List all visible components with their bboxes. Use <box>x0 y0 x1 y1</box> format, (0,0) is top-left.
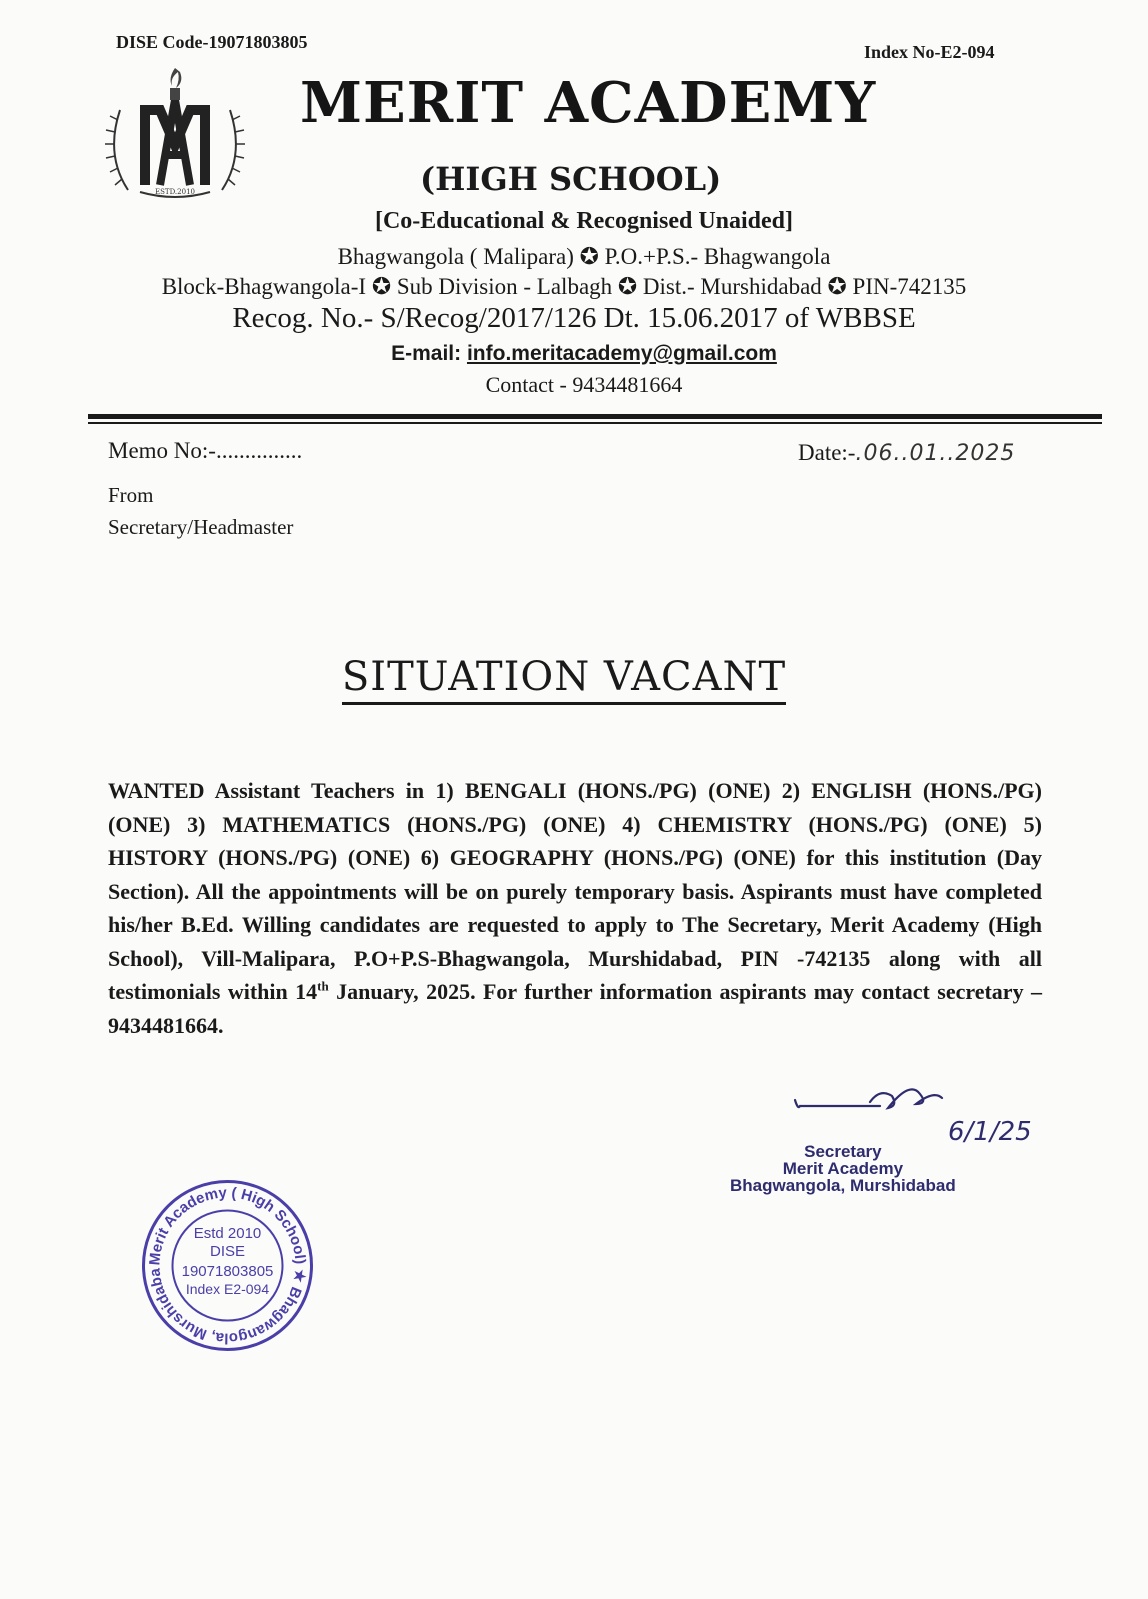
notice-body <box>108 774 1042 1042</box>
logo-estd-text: ESTD.2010 <box>155 188 195 196</box>
signature-line-1: Secretary <box>804 1142 882 1161</box>
school-status: [Co-Educational & Recognised Unaided] <box>374 208 794 234</box>
header-divider-thin <box>88 422 1102 424</box>
notice-body-superscript: th <box>317 978 329 994</box>
date-label: Date:- <box>798 440 856 465</box>
school-name: MERIT ACADEMY <box>300 70 877 136</box>
from-designation: Secretary/Headmaster <box>108 515 294 539</box>
seal-code: 19071803805 <box>181 1263 274 1280</box>
notice-heading <box>0 654 1128 700</box>
signature-stamp <box>730 1143 956 1194</box>
handwritten-date: 6/1/25 <box>948 1117 1032 1147</box>
email-label: E-mail: <box>391 342 462 365</box>
notice-body-part-1: WANTED Assistant Teachers in 1) BENGALI (HONS./PG) (ONE) 2) ENGLISH (HONS./PG) (ONE) 3) MATHEMATICS (HONS./PG) (ONE) 4) CHEMISTRY (HONS./PG) (ONE) 5) HISTORY (HONS./PG) (ONE) 6) GEOGRAPHY (HONS./PG) (ONE) for this institution (Day Section). All the appointments will be on purely temporary basis. Aspirants must have completed his/her B.Ed. Willing candidates are requested to apply to The Secretary, Merit Academy (High School), Vill-Malipara, P.O+P.S-Bhagwangola, Murshidabad, PIN -742135 along with all testimonials within 14 <box>108 778 1042 1004</box>
seal-estd: Estd 2010 <box>193 1225 262 1242</box>
date-field <box>798 440 1015 466</box>
address-line-2: Block-Bhagwangola-I ✪ Sub Division - Lalbagh ✪ Dist.- Murshidabad ✪ PIN-742135 <box>161 274 967 299</box>
recognition-number: Recog. No.- S/Recog/2017/126 Dt. 15.06.2017 of WBBSE <box>232 302 916 334</box>
school-seal <box>140 1178 315 1353</box>
notice-body-part-2: January, 2025. For further information aspirants may contact secretary – 9434481664. <box>108 979 1042 1038</box>
signature-line-2: Merit Academy <box>782 1159 904 1178</box>
dise-code: DISE Code-19071803805 <box>116 32 308 52</box>
address-line-1: Bhagwangola ( Malipara) ✪ P.O.+P.S.- Bhagwangola <box>337 244 831 269</box>
school-subtitle: (HIGH SCHOOL) <box>420 160 722 198</box>
header-divider <box>88 414 1102 419</box>
from-label: From <box>108 483 154 507</box>
memo-number: Memo No:-............... <box>108 438 303 463</box>
school-logo <box>100 60 250 215</box>
email-line <box>20 342 1148 366</box>
date-value: .06..01..2025 <box>855 441 1016 466</box>
notice-heading-text: SITUATION VACANT <box>342 654 786 705</box>
seal-ring-text: Merit Academy ( High School) ★ Bhagwangola, Murshidaba <box>146 1184 309 1347</box>
email-address: info.meritacademy@gmail.com <box>466 342 777 365</box>
signature-line-3: Bhagwangola, Murshidabad <box>730 1176 956 1195</box>
seal-index: Index E2-094 <box>185 1281 270 1297</box>
seal-dise: DISE <box>209 1243 246 1260</box>
index-number: Index No-E2-094 <box>864 42 995 62</box>
contact-number: Contact - 9434481664 <box>485 372 683 397</box>
